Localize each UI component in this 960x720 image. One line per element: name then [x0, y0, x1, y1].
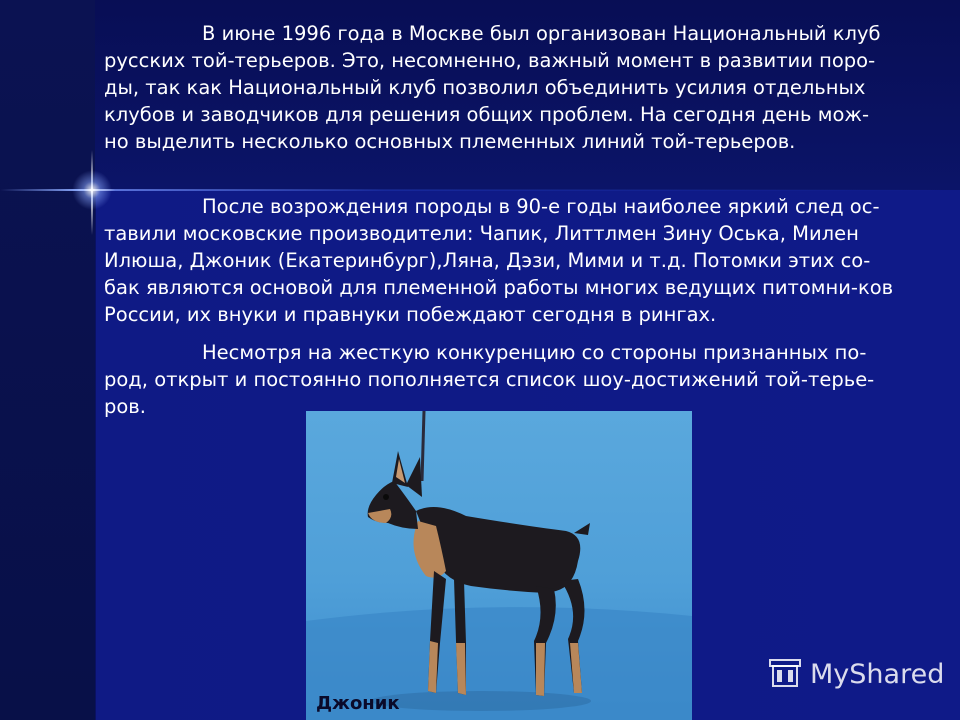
text-line: ды, так как Национальный клуб позволил объединить усилия отдельных — [104, 76, 866, 99]
paragraph-breeders — [104, 193, 934, 328]
myshared-logo-icon — [768, 657, 802, 691]
myshared-watermark — [768, 654, 944, 694]
text-line: Несмотря на жесткую конкуренцию со стороны признанных по- — [202, 341, 867, 364]
text-line: Илюша, Джоник (Екатеринбург),Ляна, Дэзи, Мими и т.д. Потомки этих со- — [104, 249, 871, 272]
watermark-text: MyShared — [810, 658, 945, 690]
dog-photo-illustration — [306, 411, 692, 720]
light-flare-horizontal — [0, 189, 960, 191]
text-line: После возрождения породы в 90-е годы наиболее яркий след ос- — [202, 195, 880, 218]
paragraph-show-achievements — [104, 339, 934, 420]
text-line: русских той-терьеров. Это, несомненно, важный момент в развитии поро- — [104, 49, 876, 72]
paragraph-club-history — [104, 20, 934, 155]
text-line: ров. — [104, 395, 146, 418]
left-strip — [0, 0, 95, 720]
photo-caption: Джоник — [316, 693, 400, 714]
text-line: В июне 1996 года в Москве был организован Национальный клуб — [202, 22, 881, 45]
dog-photo — [306, 411, 692, 720]
text-line: но выделить несколько основных племенных линий той-терьеров. — [104, 130, 796, 153]
text-line: клубов и заводчиков для решения общих проблем. На сегодня день мож- — [104, 103, 869, 126]
text-line: России, их внуки и правнуки побеждают сегодня в рингах. — [104, 303, 717, 326]
text-line: бак являются основой для племенной работы многих ведущих питомни-ков — [104, 276, 894, 299]
text-line: род, открыт и постоянно пополняется список шоу-достижений той-терье- — [104, 368, 875, 391]
text-line: тавили московские производители: Чапик, Литтлмен Зину Оська, Милен — [104, 222, 859, 245]
